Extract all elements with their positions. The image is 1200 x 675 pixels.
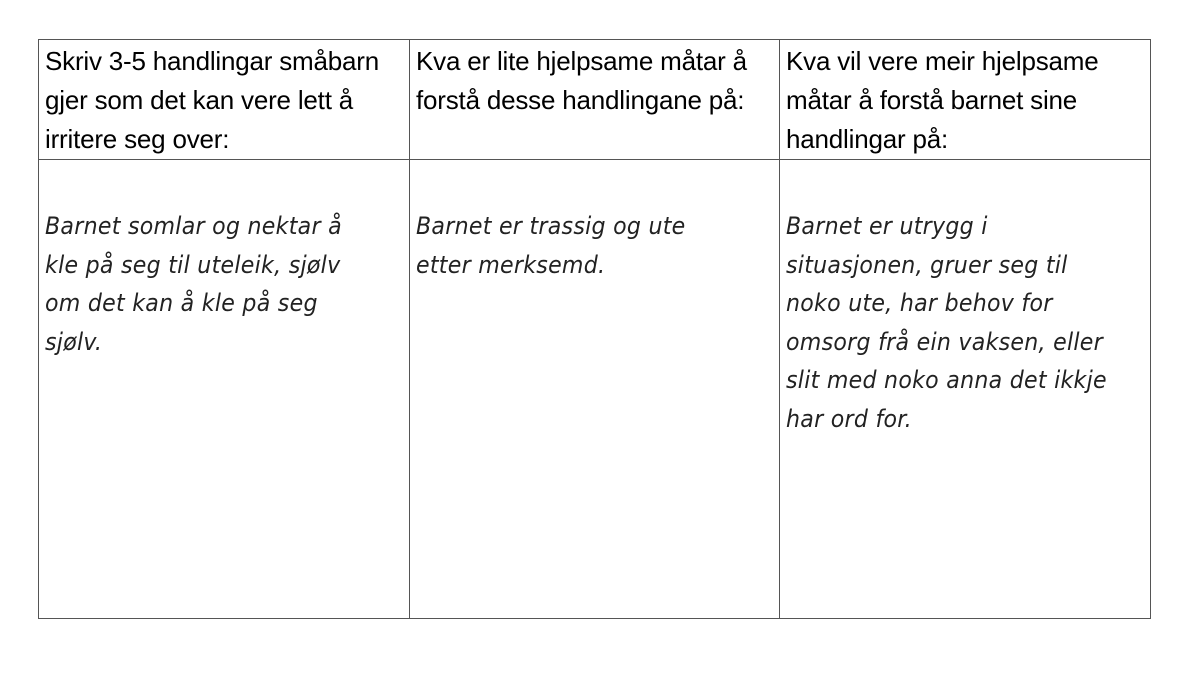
header-helpful-text: Kva vil vere meir hjelpsame måtar å forstå barnet sine handlingar på: [786, 46, 1099, 154]
header-cell-helpful [780, 40, 1151, 160]
header-row [39, 40, 1151, 160]
header-cell-behaviours [39, 40, 410, 160]
answer-behaviours-text: Barnet somlar og nektar å kle på seg til uteleik, sjølv om det kan å kle på seg sjølv. [45, 212, 342, 356]
worksheet-table [38, 39, 1151, 619]
answer-helpful-text: Barnet er utrygg i situasjonen, gruer seg til noko ute, har behov for omsorg frå ein vaksen, eller slit med noko anna det ikkje har ord for. [786, 212, 1107, 433]
header-cell-unhelpful [410, 40, 780, 160]
header-behaviours-text: Skriv 3-5 handlingar småbarn gjer som det kan vere lett å irritere seg over: [45, 46, 380, 154]
answer-cell-helpful [780, 160, 1151, 619]
answer-unhelpful-text: Barnet er trassig og ute etter merksemd. [416, 212, 686, 279]
answer-row [39, 160, 1151, 619]
answer-cell-behaviours [39, 160, 410, 619]
header-unhelpful-text: Kva er lite hjelpsame måtar å forstå desse handlingane på: [416, 46, 747, 115]
answer-cell-unhelpful [410, 160, 780, 619]
